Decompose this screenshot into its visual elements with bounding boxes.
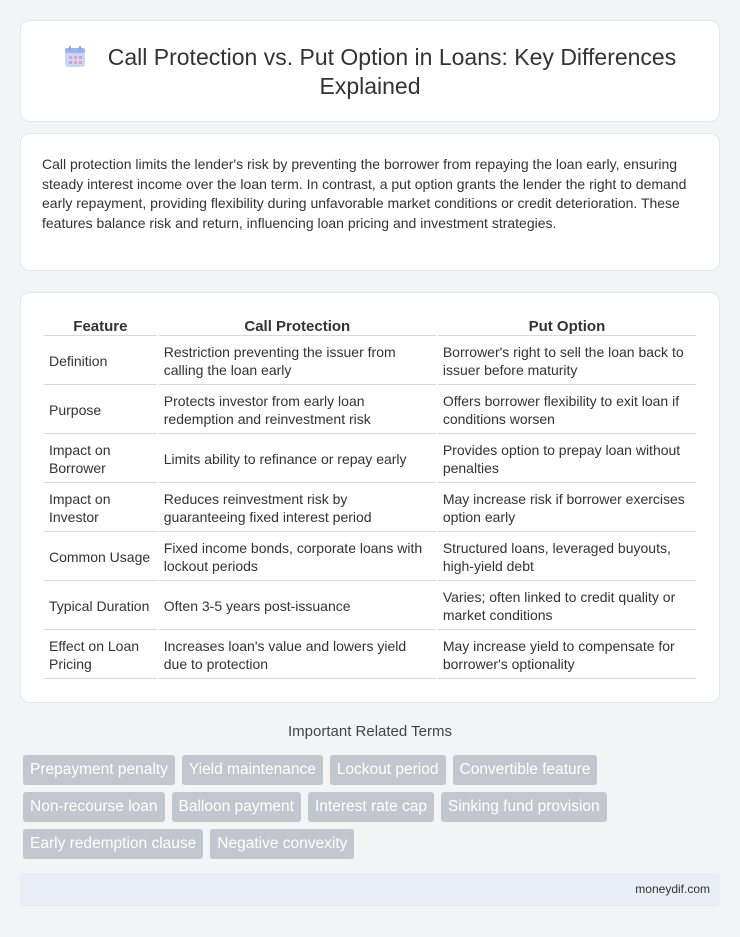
cell-feature: Common Usage xyxy=(44,534,157,581)
related-term-tag[interactable]: Yield maintenance xyxy=(182,755,323,785)
cell-call-protection: Reduces reinvestment risk by guaranteeing fixed interest period xyxy=(159,485,436,532)
comparison-card xyxy=(20,292,720,703)
page-title: Call Protection vs. Put Option in Loans: Key Differences Explained xyxy=(107,44,677,99)
table-row xyxy=(44,534,696,581)
comparison-table xyxy=(42,314,698,681)
table-row xyxy=(44,387,696,434)
cell-put-option: Structured loans, leveraged buyouts, high-yield debt xyxy=(438,534,696,581)
intro-paragraph: Call protection limits the lender's risk by preventing the borrower from repaying the loan early, ensuring steady interest income over the loan term. In contrast, a put option grants the lender the right to demand early repayment, providing flexibility during unfavorable market conditions or credit deterioration. These features balance risk and return, influencing loan pricing and investment strategies. xyxy=(42,156,687,231)
cell-put-option: Borrower's right to sell the loan back to issuer before maturity xyxy=(438,338,696,385)
cell-call-protection: Limits ability to refinance or repay early xyxy=(159,436,436,483)
related-term-tag[interactable]: Negative convexity xyxy=(210,829,354,859)
related-term-tag[interactable]: Interest rate cap xyxy=(308,792,434,822)
cell-feature: Effect on Loan Pricing xyxy=(44,632,157,679)
footer xyxy=(20,873,720,906)
table-row xyxy=(44,485,696,532)
related-terms-list xyxy=(23,755,703,859)
related-term-tag[interactable]: Early redemption clause xyxy=(23,829,203,859)
cell-feature: Definition xyxy=(44,338,157,385)
cell-feature: Impact on Investor xyxy=(44,485,157,532)
cell-put-option: Provides option to prepay loan without penalties xyxy=(438,436,696,483)
cell-call-protection: Restriction preventing the issuer from calling the loan early xyxy=(159,338,436,385)
cell-call-protection: Fixed income bonds, corporate loans with lockout periods xyxy=(159,534,436,581)
table-header-row xyxy=(44,316,696,336)
cell-call-protection: Increases loan's value and lowers yield due to protection xyxy=(159,632,436,679)
title-card xyxy=(20,20,720,122)
related-term-tag[interactable]: Prepayment penalty xyxy=(23,755,175,785)
cell-call-protection: Often 3-5 years post-issuance xyxy=(159,583,436,630)
related-term-tag[interactable]: Sinking fund provision xyxy=(441,792,607,822)
table-row xyxy=(44,338,696,385)
header-put-option: Put Option xyxy=(438,316,696,336)
cell-feature: Typical Duration xyxy=(44,583,157,630)
cell-feature: Purpose xyxy=(44,387,157,434)
related-term-tag[interactable]: Convertible feature xyxy=(453,755,598,785)
cell-feature: Impact on Borrower xyxy=(44,436,157,483)
related-terms-heading: Important Related Terms xyxy=(288,723,452,740)
page-header xyxy=(21,43,719,101)
cell-call-protection: Protects investor from early loan redemption and reinvestment risk xyxy=(159,387,436,434)
header-call-protection: Call Protection xyxy=(159,316,436,336)
cell-put-option: Varies; often linked to credit quality or market conditions xyxy=(438,583,696,630)
related-term-tag[interactable]: Balloon payment xyxy=(172,792,301,822)
related-term-tag[interactable]: Lockout period xyxy=(330,755,446,785)
table-row xyxy=(44,632,696,679)
related-term-tag[interactable]: Non-recourse loan xyxy=(23,792,165,822)
header-feature: Feature xyxy=(44,316,157,336)
cell-put-option: Offers borrower flexibility to exit loan if conditions worsen xyxy=(438,387,696,434)
intro-card xyxy=(20,133,720,271)
cell-put-option: May increase risk if borrower exercises option early xyxy=(438,485,696,532)
table-row xyxy=(44,583,696,630)
site-name[interactable]: moneydif.com xyxy=(635,882,710,896)
calendar-icon xyxy=(64,46,86,68)
table-row xyxy=(44,436,696,483)
cell-put-option: May increase yield to compensate for borrower's optionality xyxy=(438,632,696,679)
